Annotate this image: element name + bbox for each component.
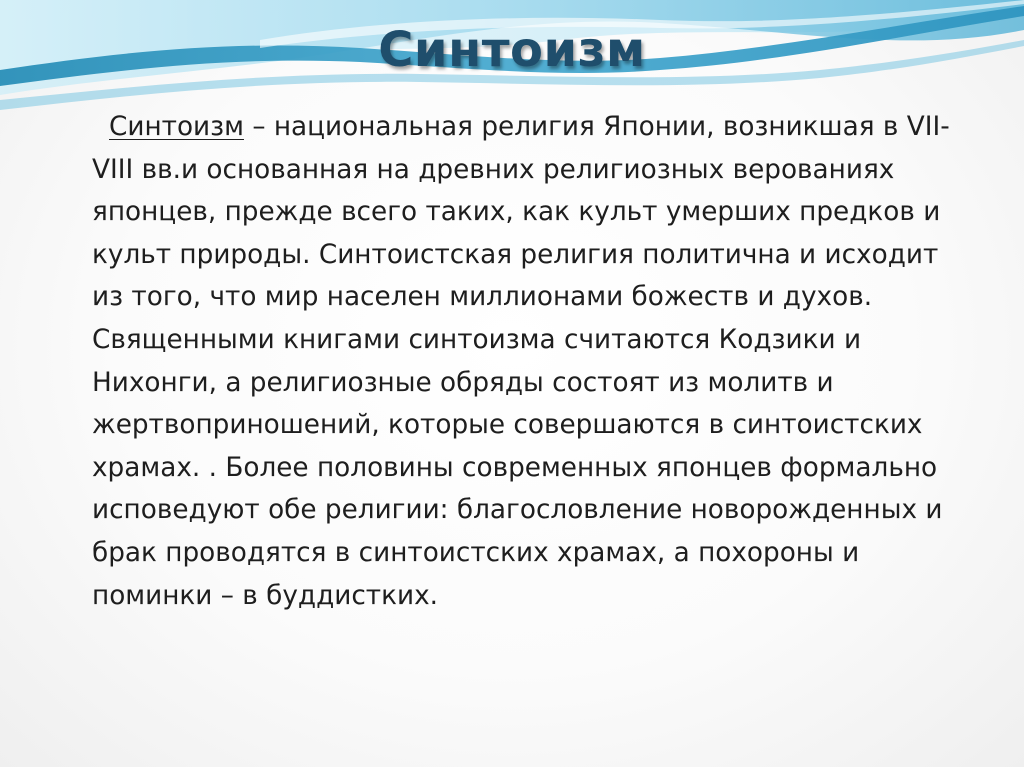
body-paragraph xyxy=(92,106,972,617)
slide-title: Синтоизм xyxy=(378,22,646,78)
highlighted-term: Синтоизм xyxy=(109,112,244,142)
paragraph-text: – национальная религия Японии, возникшая в VII- VIII вв.и основанная на древних религиозных верованиях японцев, прежде всего таких, как культ умерших предков и культ природы. Синтоистская религия политична и исходит из того, что мир населен миллионами божеств и духов. Священными книгами синтоизма считаются Кодзики и Нихонги, а религиозные обряды состоят из молитв и жертвоприношений, которые совершаются в синтоистских храмах. . Более половины современных японцев формально исповедуют обе религии: благословление новорожденных и брак проводятся в синтоистских храмах, а похороны и поминки – в буддистких. xyxy=(92,112,950,611)
